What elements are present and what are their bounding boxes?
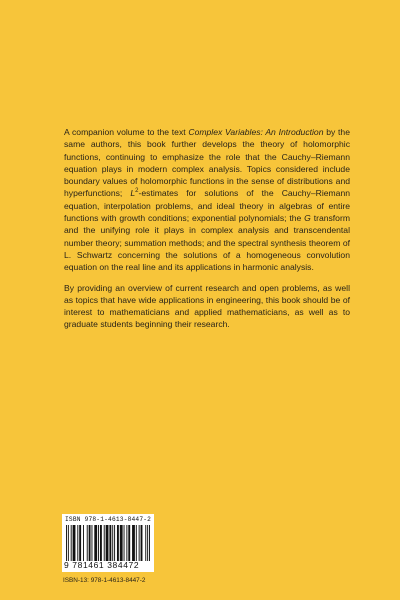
barcode-bar [139, 525, 140, 561]
math-symbol-G: G [304, 213, 311, 224]
companion-book-title: Complex Variables: An Introduction [188, 127, 324, 137]
barcode-bar [83, 525, 84, 561]
barcode-bar [87, 525, 88, 561]
description-paragraph-1 [64, 126, 350, 274]
barcode-bar [77, 525, 78, 561]
barcode-bar [109, 525, 111, 561]
description-text: transform and the unifying role it plays in complex analysis and transcendental number theory; summation methods; and the spectral synthesis theorem of L. Schwartz concerning the solutions of a homogeneous convolution equation on the real line and its applications in harmonic analysis. [64, 213, 350, 273]
barcode-bar [68, 525, 69, 561]
barcode-bar [106, 525, 109, 561]
isbn-header: ISBN 978-1-4613-8447-2 [65, 516, 152, 523]
barcode-bar [100, 525, 102, 561]
barcode-bar [149, 525, 150, 561]
superscript-2: 2 [135, 188, 139, 195]
barcode-bar [147, 525, 148, 561]
barcode-panel [62, 514, 154, 572]
barcode-bar [141, 525, 143, 561]
barcode-bar [114, 525, 115, 561]
barcode-bar [126, 525, 127, 561]
barcode-bar [145, 525, 146, 561]
barcode-bar [104, 525, 105, 561]
barcode-bar [120, 525, 123, 561]
barcode-bar [79, 525, 81, 561]
barcode-bar [89, 525, 91, 561]
barcode-bar [66, 525, 67, 561]
barcode-bar [91, 525, 92, 561]
barcode-bar [112, 525, 113, 561]
barcode-bar [94, 525, 97, 561]
barcode-bar [71, 525, 72, 561]
math-symbol-L: L [130, 188, 136, 199]
barcode-bar [124, 525, 125, 561]
barcode-bar [136, 525, 137, 561]
barcode-bars [66, 525, 150, 561]
description-text: by the same authors, this book further develops the theory of holomorphic functions, continuing to emphasize the role that the Cauchy–Riemann equation plays in modern complex analysis. Topics considered include boundary values of holomorphic functions in the sense of distributions and hyperfunctions; [64, 127, 350, 199]
description-text: A companion volume to the text [64, 127, 189, 137]
ean-digits: 9 781461 384472 [64, 560, 140, 570]
barcode-bar [98, 525, 99, 561]
barcode-bar [73, 525, 76, 561]
barcode-bar [128, 525, 130, 561]
barcode-bar [117, 525, 119, 561]
barcode-bar [132, 525, 135, 561]
isbn-13-line: ISBN-13: 978-1-4613-8447-2 [63, 577, 146, 584]
description-paragraph-2: By providing an overview of current research and open problems, as well as topics that have wide applications in engineering, this book should be of interest to mathematicians and applied mathematicians, as well as to graduate students beginning their research. [64, 282, 350, 330]
description-text: -estimates for solutions of the Cauchy–Riemann equation, interpolation problems, and ideal theory in algebras of entire functions with growth conditions; exponential polynomials; the [64, 188, 351, 224]
book-description [64, 126, 350, 331]
